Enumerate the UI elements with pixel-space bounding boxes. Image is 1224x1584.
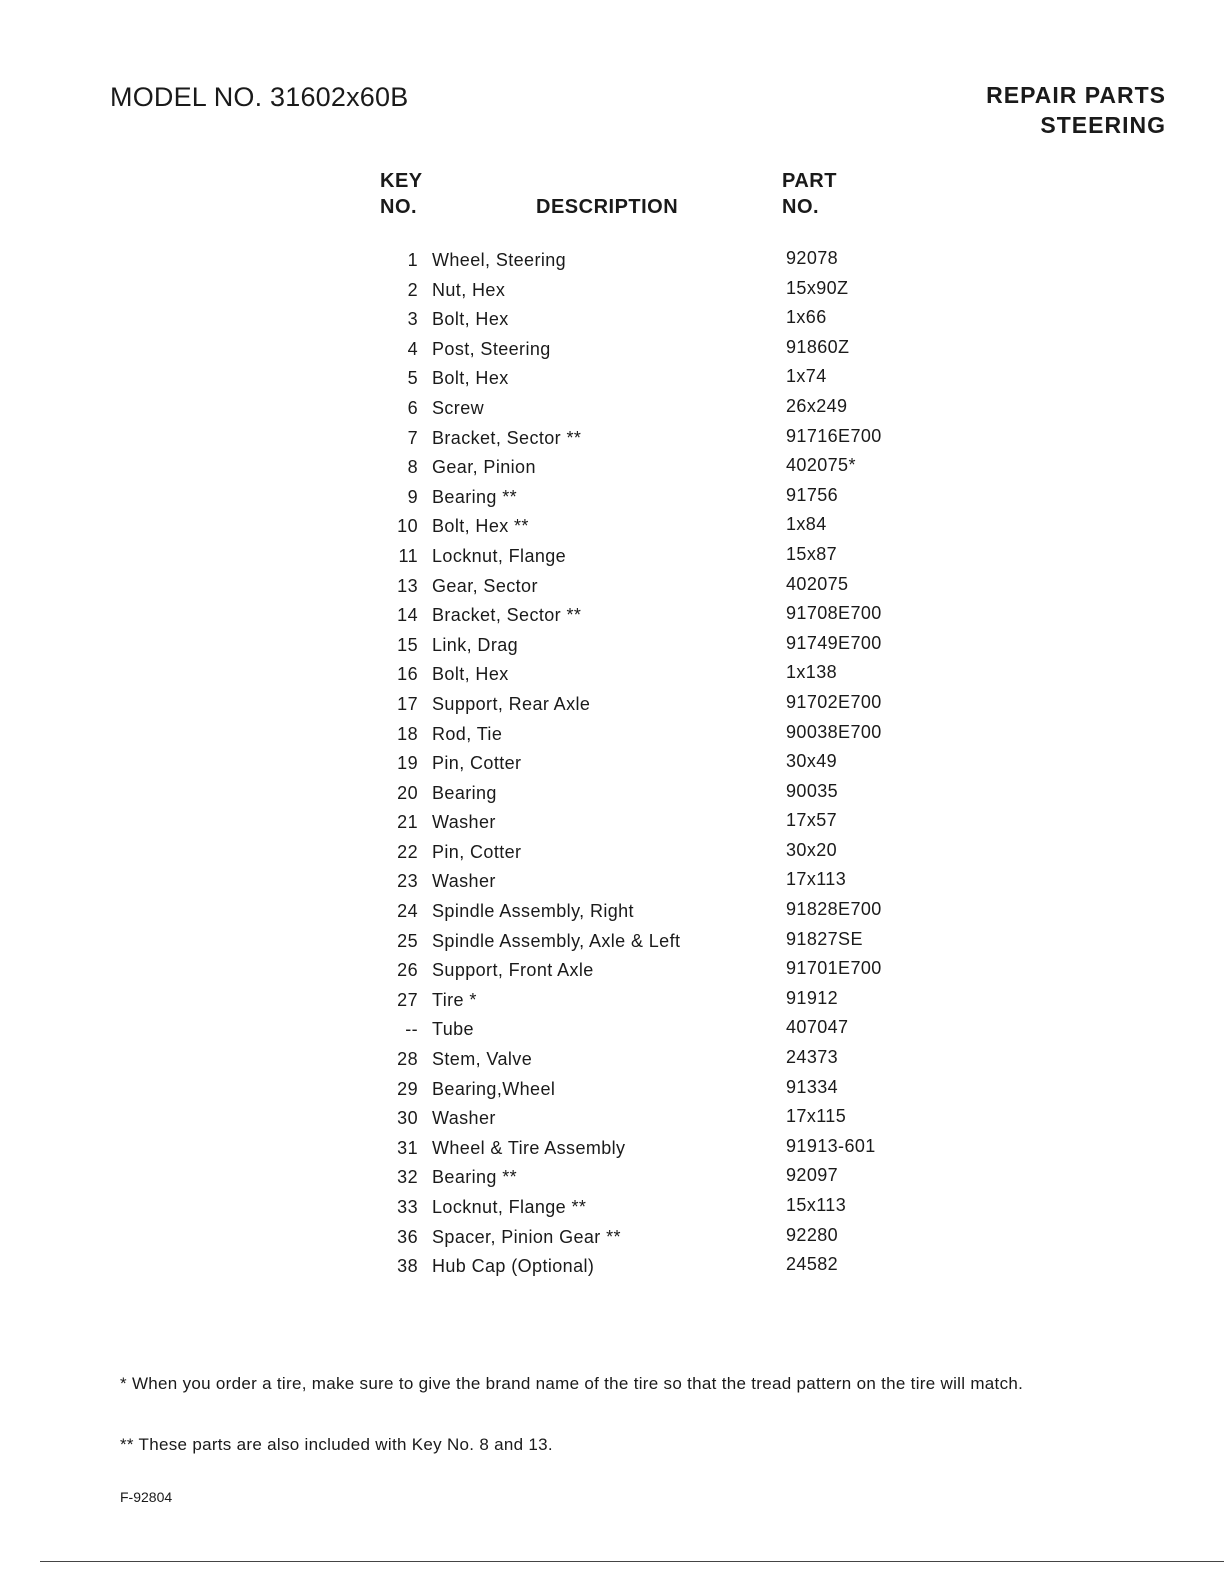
part-key-no: 18 <box>397 723 418 744</box>
part-row <box>0 958 1224 988</box>
part-row <box>0 1077 1224 1107</box>
part-key-no: 25 <box>397 930 418 951</box>
form-number: F-92804 <box>120 1489 173 1505</box>
part-description: Tire * <box>432 989 477 1010</box>
part-key-no: 11 <box>398 545 418 566</box>
part-description: Bolt, Hex ** <box>432 516 529 537</box>
part-key-no: 7 <box>407 427 418 448</box>
model-number-title: MODEL NO. 31602x60B <box>110 82 409 112</box>
part-key-no: 5 <box>407 368 418 389</box>
part-row <box>0 869 1224 899</box>
part-description: Bearing <box>432 782 497 803</box>
part-number: 402075* <box>786 455 856 476</box>
part-number: 26x249 <box>786 395 848 416</box>
part-row <box>0 988 1224 1018</box>
part-key-no: 30 <box>397 1108 418 1129</box>
part-row <box>0 1165 1224 1195</box>
part-row <box>0 1017 1224 1047</box>
part-row <box>0 899 1224 929</box>
part-row <box>0 485 1224 515</box>
part-number: 402075 <box>786 573 849 594</box>
part-row <box>0 514 1224 544</box>
part-key-no: 20 <box>397 782 418 803</box>
part-number: 15x90Z <box>786 277 849 298</box>
part-number: 17x115 <box>786 1106 847 1127</box>
part-row <box>0 1047 1224 1077</box>
part-description: Spindle Assembly, Axle & Left <box>432 930 681 951</box>
part-row <box>0 603 1224 633</box>
part-key-no: 29 <box>397 1078 418 1099</box>
part-description: Gear, Sector <box>432 575 538 596</box>
part-description: Link, Drag <box>432 634 519 655</box>
part-key-no: 16 <box>397 664 418 685</box>
part-key-no: 10 <box>397 516 418 537</box>
part-row <box>0 426 1224 456</box>
part-number: 24582 <box>786 1254 839 1275</box>
part-row <box>0 781 1224 811</box>
part-number: 15x113 <box>786 1195 847 1215</box>
part-description: Support, Front Axle <box>432 960 594 981</box>
part-key-no: 15 <box>397 634 418 655</box>
part-row <box>0 692 1224 722</box>
part-row <box>0 1136 1224 1166</box>
part-description: Rod, Tie <box>432 723 503 744</box>
part-key-no: 2 <box>407 279 418 300</box>
key-no-column-header <box>380 168 423 220</box>
part-row <box>0 633 1224 663</box>
part-header-line-2: NO. <box>782 196 820 218</box>
part-description: Wheel & Tire Assembly <box>432 1137 626 1158</box>
part-key-no: 17 <box>397 693 418 714</box>
footnote-included-parts: ** These parts are also included with Key No. 8 and 13. <box>120 1435 553 1454</box>
part-number: 92280 <box>786 1224 839 1245</box>
bottom-divider <box>40 1561 1224 1562</box>
part-description: Washer <box>432 871 496 892</box>
part-key-no: 1 <box>407 250 418 270</box>
part-number: 91702E700 <box>786 691 882 712</box>
part-number: 90038E700 <box>786 721 882 742</box>
part-description: Screw <box>432 397 485 418</box>
part-description: Nut, Hex <box>432 279 506 300</box>
part-number: 91827SE <box>786 928 863 949</box>
part-description: Support, Rear Axle <box>432 693 591 714</box>
part-row <box>0 722 1224 752</box>
part-number: 15x87 <box>786 543 838 564</box>
part-description: Washer <box>432 812 496 833</box>
part-row <box>0 544 1224 574</box>
part-key-no: 31 <box>397 1137 418 1158</box>
part-description: Spindle Assembly, Right <box>432 901 634 922</box>
part-key-no: 13 <box>397 575 418 596</box>
part-row <box>0 455 1224 485</box>
part-description: Post, Steering <box>432 338 551 359</box>
part-key-no: 23 <box>397 871 418 892</box>
part-row <box>0 1195 1224 1225</box>
part-description: Bolt, Hex <box>432 664 509 685</box>
part-key-no: 22 <box>397 841 418 862</box>
part-no-column-header <box>782 168 837 220</box>
part-number: 30x49 <box>786 751 838 772</box>
part-key-no: 24 <box>397 901 418 922</box>
part-description: Hub Cap (Optional) <box>432 1256 595 1277</box>
part-number: 30x20 <box>786 839 838 860</box>
part-description: Locknut, Flange ** <box>432 1197 587 1217</box>
part-number: 92078 <box>786 248 839 268</box>
part-number: 1x84 <box>786 514 827 535</box>
footnote-tire: * When you order a tire, make sure to give the brand name of the tire so that the tread pattern on the tire will match. <box>120 1374 1024 1393</box>
part-key-no: 38 <box>397 1256 418 1277</box>
part-key-no: 33 <box>397 1197 418 1217</box>
part-key-no: 32 <box>397 1167 418 1188</box>
part-key-no: -- <box>405 1019 418 1040</box>
part-number: 91860Z <box>786 336 850 357</box>
part-row <box>0 396 1224 426</box>
section-title-line-1: REPAIR PARTS <box>986 82 1166 108</box>
part-row <box>0 1225 1224 1255</box>
part-number: 91708E700 <box>786 603 882 624</box>
part-row <box>0 366 1224 396</box>
description-column-header: DESCRIPTION <box>536 196 679 218</box>
key-header-line-2: NO. <box>380 196 418 218</box>
part-description: Bearing,Wheel <box>432 1078 556 1099</box>
part-row <box>0 248 1224 278</box>
part-row <box>0 574 1224 604</box>
section-title-line-2: STEERING <box>1040 112 1166 138</box>
part-row <box>0 307 1224 337</box>
part-description: Stem, Valve <box>432 1049 533 1070</box>
part-key-no: 14 <box>397 605 418 626</box>
part-description: Bearing ** <box>432 486 518 507</box>
part-row <box>0 278 1224 308</box>
part-number: 90035 <box>786 780 839 801</box>
part-key-no: 21 <box>397 812 418 833</box>
part-key-no: 9 <box>407 486 418 507</box>
part-row <box>0 1254 1224 1284</box>
part-description: Spacer, Pinion Gear ** <box>432 1226 621 1247</box>
part-header-line-1: PART <box>782 170 837 192</box>
part-number: 91716E700 <box>786 425 882 446</box>
part-number: 17x113 <box>786 869 847 890</box>
part-number: 17x57 <box>786 810 838 831</box>
part-description: Gear, Pinion <box>432 457 536 478</box>
part-row <box>0 929 1224 959</box>
part-key-no: 36 <box>397 1226 418 1247</box>
part-number: 91749E700 <box>786 632 882 653</box>
part-key-no: 19 <box>397 753 418 774</box>
page-header <box>0 0 1224 150</box>
part-description: Pin, Cotter <box>432 841 522 862</box>
part-number: 91913-601 <box>786 1135 876 1156</box>
part-key-no: 8 <box>407 457 418 478</box>
part-key-no: 26 <box>397 960 418 981</box>
part-key-no: 27 <box>397 989 418 1010</box>
part-description: Bolt, Hex <box>432 368 509 389</box>
part-number: 1x138 <box>786 662 838 683</box>
part-number: 91701E700 <box>786 958 882 979</box>
part-key-no: 28 <box>397 1049 418 1070</box>
parts-table-header <box>0 168 1224 228</box>
part-number: 91334 <box>786 1076 839 1097</box>
section-title <box>986 80 1166 140</box>
parts-list <box>0 248 1224 1284</box>
part-description: Wheel, Steering <box>432 250 567 270</box>
part-row <box>0 337 1224 367</box>
part-description: Tube <box>432 1019 474 1040</box>
part-number: 24373 <box>786 1047 839 1068</box>
part-number: 91912 <box>786 987 839 1008</box>
part-row <box>0 662 1224 692</box>
part-number: 91828E700 <box>786 899 882 920</box>
part-number: 1x74 <box>786 366 827 387</box>
part-description: Bracket, Sector ** <box>432 605 582 626</box>
part-description: Washer <box>432 1108 496 1129</box>
part-description: Bracket, Sector ** <box>432 427 582 448</box>
part-number: 91756 <box>786 484 839 505</box>
part-number: 407047 <box>786 1017 849 1038</box>
part-row <box>0 840 1224 870</box>
part-description: Bolt, Hex <box>432 309 509 330</box>
part-row <box>0 1106 1224 1136</box>
part-row <box>0 751 1224 781</box>
part-key-no: 6 <box>407 397 418 418</box>
part-key-no: 4 <box>407 338 418 359</box>
part-number: 1x66 <box>786 307 827 328</box>
part-description: Bearing ** <box>432 1167 518 1188</box>
part-row <box>0 810 1224 840</box>
part-description: Locknut, Flange <box>432 545 567 566</box>
key-header-line-1: KEY <box>380 170 423 192</box>
part-key-no: 3 <box>407 309 418 330</box>
part-description: Pin, Cotter <box>432 753 522 774</box>
part-number: 92097 <box>786 1165 839 1186</box>
